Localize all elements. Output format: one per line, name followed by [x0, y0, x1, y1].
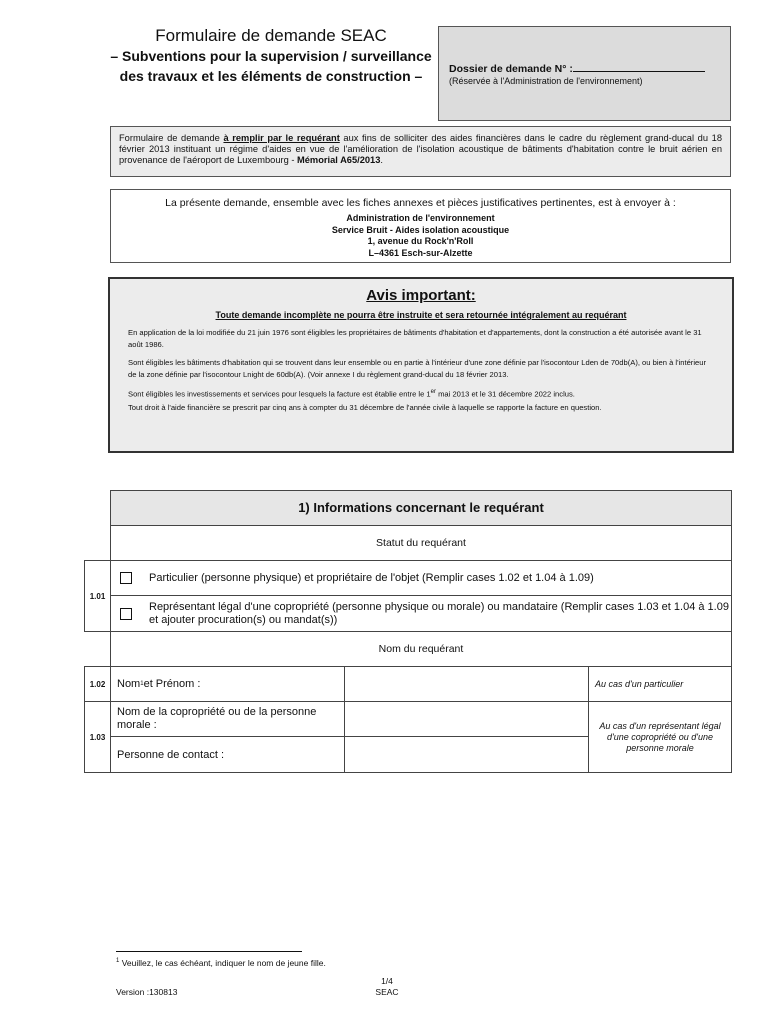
- notice-subtitle: Toute demande incomplète ne pourra être instruite et sera retournée intégralement au requérant: [215, 310, 627, 320]
- prenom-label: et Prénom :: [143, 678, 201, 690]
- notice-title: Avis important:: [366, 287, 476, 304]
- notice-p3-before: Sont éligibles les investissements et services pour lesquels la facture est établie entre le 1: [128, 389, 431, 399]
- intro-text-underlined: à remplir par le requérant: [223, 133, 340, 143]
- dossier-number-field[interactable]: [573, 61, 705, 72]
- address-intro: La présente demande, ensemble avec les fiches annexes et pièces justificatives pertinentes, est à envoyer à :: [165, 197, 676, 209]
- note-representant: Au cas d'un représentant légal d'une copropriété ou d'une personne morale: [588, 701, 732, 773]
- address-line: 1, avenue du Rock'n'Roll: [367, 236, 474, 246]
- row-number: 1.02: [84, 666, 111, 702]
- statut-header: Statut du requérant: [110, 525, 732, 561]
- footer-page-info: [362, 976, 412, 997]
- address-line: Service Bruit - Aides isolation acoustique: [331, 224, 510, 235]
- section-title: 1) Informations concernant le requérant: [110, 490, 732, 526]
- copropriete-input[interactable]: [344, 701, 589, 737]
- intro-box: [110, 126, 731, 177]
- notice-paragraph: [128, 387, 714, 400]
- nom-header: Nom du requérant: [110, 631, 732, 667]
- page-number: 1/4: [381, 976, 393, 986]
- notice-paragraph: En application de la loi modifiée du 21 juin 1976 sont éligibles les propriétaires de bâtiments d'habitation et d'appartements, dont la construction a été autorisée avant le 31 août 1986.: [128, 328, 702, 349]
- form-code: SEAC: [375, 986, 399, 997]
- notice-p3-after: mai 2013 et le 31 décembre 2022 inclus.: [436, 389, 575, 399]
- intro-text-part2: aux fins de solliciter des aides financières dans le cadre du règlement grand-ducal du 18 février 2013 instituant un régime d'aides en vue de l'amélioration de l'isolation acoustique de bâtiments d'habitation contre le bruit aérien en provenance de l'aéroport de Luxembourg -: [119, 133, 722, 165]
- checkbox-representant[interactable]: [120, 608, 132, 620]
- address-line: Administration de l'environnement: [346, 213, 495, 223]
- footnote-divider: [116, 951, 302, 952]
- notice-paragraph: Sont éligibles les bâtiments d'habitation qui se trouvent dans leur ensemble ou en partie à l'intérieur d'une zone définie par l'isocontour Lden de 70db(A), ou bien à l'intérieur de la zone définie par l'isocontour Lnight de 60db(A). (Voir annexe I du règlement grand-ducal du 18 février 2013.: [128, 358, 706, 379]
- nom-prenom-input[interactable]: [344, 666, 589, 702]
- notice-paragraph: Tout droit à l'aide financière se prescrit par cinq ans à compter du 31 décembre de l'année civile à laquelle se rapporte la facture en question.: [128, 403, 602, 413]
- checkbox-particulier[interactable]: [120, 572, 132, 584]
- form-subtitle: – Subventions pour la supervision / surveillance des travaux et les éléments de construction –: [110, 48, 432, 84]
- statut-option-particulier[interactable]: [110, 560, 732, 596]
- important-notice-box: [108, 277, 734, 453]
- contact-label: Personne de contact :: [110, 736, 345, 773]
- note-particulier: Au cas d'un particulier: [588, 666, 732, 702]
- form-title-block: [110, 26, 432, 86]
- footnote: [116, 958, 326, 968]
- intro-text-part1: Formulaire de demande: [119, 133, 224, 143]
- nom-prenom-label: [110, 666, 345, 702]
- notice-p3-sup: er: [430, 389, 436, 395]
- dossier-box: [438, 26, 731, 121]
- address-line: L–4361 Esch-sur-Alzette: [368, 247, 473, 258]
- intro-text-part3: .: [380, 155, 383, 165]
- address-box: [110, 189, 731, 263]
- option-representant-label: Représentant légal d'une copropriété (personne physique ou morale) ou mandataire (Remplir cases 1.03 et 1.04 à 1.09 et ajouter procuration(s) ou mandat(s)): [149, 600, 729, 626]
- footnote-mark: 1: [116, 958, 120, 965]
- option-particulier-label: Particulier (personne physique) et propriétaire de l'objet (Remplir cases 1.02 et 1.04 à 1.09): [149, 571, 594, 584]
- row-number: 1.03: [84, 701, 111, 773]
- dossier-note: (Réservée à l'Administration de l'environnement): [449, 76, 643, 86]
- form-title: Formulaire de demande SEAC: [155, 26, 387, 45]
- nom-label: Nom: [117, 678, 141, 690]
- intro-text-bold: Mémorial A65/2013: [297, 155, 381, 165]
- footer-version: Version :130813: [116, 987, 178, 997]
- copropriete-label: Nom de la copropriété ou de la personne morale :: [110, 701, 345, 737]
- contact-input[interactable]: [344, 736, 589, 773]
- dossier-label: Dossier de demande N° :: [449, 63, 573, 75]
- footnote-ref: 1: [140, 681, 144, 687]
- row-number: 1.01: [84, 560, 111, 632]
- footnote-text: Veuillez, le cas échéant, indiquer le nom de jeune fille.: [119, 958, 326, 968]
- statut-option-representant[interactable]: [110, 595, 732, 632]
